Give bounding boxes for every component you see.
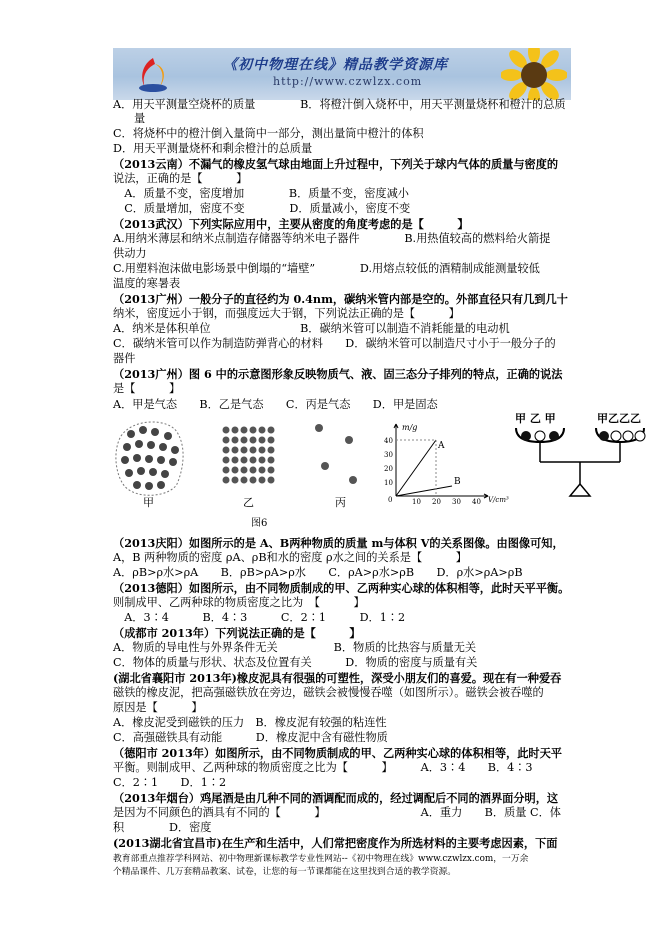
text-line: 温度的寒暑表 — [113, 277, 181, 290]
footer-line: 个精品课件、几万套精品教案、试卷，让您的每一节课都能在这里找到合适的教学资源。 — [113, 867, 457, 877]
header-banner — [113, 48, 571, 100]
text-line: A．橡皮泥受到磁铁的压力 B．橡皮泥有较强的粘连性 — [113, 716, 387, 729]
fig6-caption: 图6 — [251, 518, 268, 529]
graph-line-label: B — [454, 477, 461, 487]
balance-figure — [512, 410, 652, 506]
text-line: C．高强磁铁具有动能 D．橡皮泥中含有磁性物质 — [113, 731, 388, 744]
graph-xtick: 10 — [412, 498, 421, 504]
graph-ytick: 10 — [384, 479, 393, 487]
text-line: A．甲是气态 B．乙是气态 C．丙是气态 D．甲是固态 — [113, 398, 438, 411]
text-line: 纳米，密度远小于钢，而强度远大于钢，下列说法正确的是【 】 — [113, 307, 460, 320]
graph-xtick: 30 — [452, 498, 461, 504]
question-heading: （2013云南）不漏气的橡皮氢气球由地面上升过程中，下列关于球内气体的质量与密度的 — [113, 157, 559, 171]
fig6-label-yi: 乙 — [243, 496, 254, 509]
footer-line: 教育部重点推荐学科网站、初中物理新课标教学专业性网站--《初中物理在线》www.czwlzx.com，一万余 — [113, 854, 529, 864]
sunflower-icon — [501, 48, 567, 100]
graph-ytick: 40 — [384, 437, 393, 445]
fig6-label-jia: 甲 — [143, 496, 154, 509]
question-heading: （2013武汉）下列实际应用中，主要从密度的角度考虑的是【 】 — [113, 217, 469, 231]
text-line: C．物体的质量与形状、状态及位置有关 D．物质的密度与质量有关 — [113, 656, 478, 669]
graph-xtick: 40 — [472, 498, 481, 504]
text-line: 器件 — [113, 352, 136, 365]
graph-line-label: A — [438, 441, 445, 451]
text-line: 量 — [134, 112, 146, 125]
text-line: A．质量不变，密度增加 B．质量不变，密度减小 — [113, 187, 409, 200]
text-line: 磁铁的橡皮泥，把高强磁铁放在旁边，磁铁会被慢慢吞噬（如图所示）。磁铁会被吞噬的 — [113, 686, 544, 699]
banner-url[interactable]: http://www.czwlzx.com — [273, 75, 423, 88]
text-line: 平衡。则制成甲、乙两种球的物质密度之比为【 】 A．3∶4 B．4∶3 — [113, 761, 533, 774]
text-line: A．3∶4 B．4∶3 C．2∶1 D．1∶2 — [113, 611, 406, 624]
text-line: C．碳纳米管可以作为制造防弹背心的材料 D．碳纳米管可以制造尺寸小于一般分子的 — [113, 337, 556, 350]
text-line: C.用塑料泡沫做电影场景中倒塌的“墙壁” D.用熔点较低的酒精制成能测量较低 — [113, 262, 540, 275]
text-line: 积 D．密度 — [113, 821, 212, 834]
text-line: 是【 】 — [113, 382, 181, 395]
text-line: 供动力 — [113, 247, 147, 260]
text-line: C．质量增加，密度不变 D．质量减小，密度不变 — [113, 202, 411, 215]
question-heading: （德阳市 2013年）如图所示，由不同物质制成的甲、乙两种实心球的体积相等，此时天平 — [113, 746, 562, 760]
graph-ytick: 0 — [388, 496, 393, 504]
text-line: 原因是【 】 — [113, 701, 203, 714]
graph-xtick: 20 — [432, 498, 441, 504]
banner-title: 《初中物理在线》精品教学资源库 — [223, 57, 448, 73]
text-line: 是因为不同颜色的酒具有不同的【 】 A．重力 B．质量 C．体 — [113, 806, 561, 819]
fig6-label-bing: 丙 — [335, 496, 346, 509]
text-line: 说法，正确的是【 】 — [113, 172, 248, 185]
balance-left-label: 甲 乙 甲 — [515, 412, 556, 425]
text-line: A.用纳米薄层和纳米点制造存储器等纳米电子器件 B.用热值较高的燃料给火箭提 — [113, 232, 551, 245]
mass-volume-graph — [376, 420, 516, 504]
logo-icon — [133, 54, 173, 94]
text-line: A．ρB>ρ水>ρA B．ρB>ρA>ρ水 C．ρA>ρ水>ρB D．ρ水>ρA>ρB — [113, 566, 523, 579]
graph-ylabel: m/g — [402, 423, 418, 432]
question-heading: （成都市 2013年）下列说法正确的是【 】 — [113, 626, 361, 640]
balance-right-label: 甲乙乙乙 — [597, 412, 641, 425]
figure-6-molecules — [113, 414, 373, 532]
question-heading: (2013湖北省宜昌市)在生产和生活中，人们常把密度作为所选材料的主要考虑因素，下面 — [113, 836, 558, 850]
text-line: A．物质的导电性与外界条件无关 B．物质的比热容与质量无关 — [113, 641, 477, 654]
question-heading: （2013庆阳）如图所示的是 A、B两种物质的质量 m与体积 V的关系图像。由图像可知， — [113, 536, 564, 550]
text-line: C．2∶1 D．1∶2 — [113, 776, 227, 789]
question-heading: （2013广州）图 6 中的示意图形象反映物质气、液、固三态分子排列的特点，正确的说法 — [113, 367, 563, 381]
text-line: D．用天平测量烧杯和剩余橙汁的总质量 — [113, 142, 313, 155]
question-heading: （2013德阳）如图所示，由不同物质制成的甲、乙两种实心球的体积相等，此时天平平衡。 — [113, 581, 570, 595]
text-line: A．用天平测量空烧杯的质量 B．将橙汁倒入烧杯中，用天平测量烧杯和橙汁的总质 — [113, 98, 566, 111]
graph-ytick: 30 — [384, 451, 393, 459]
graph-ytick: 20 — [384, 465, 393, 473]
question-heading: （2013年烟台）鸡尾酒是由几种不同的酒调配而成的，经过调配后不同的酒界面分明，这 — [113, 791, 559, 805]
text-line: A，B 两种物质的密度 ρA、ρB和水的密度 ρ水之间的关系是【 】 — [113, 551, 467, 564]
text-line: A．纳米是体积单位 B．碳纳米管可以制造不消耗能量的电动机 — [113, 322, 510, 335]
question-heading: (湖北省襄阳市 2013年)橡皮泥具有很强的可塑性，深受小朋友们的喜爱。现在有一种爱吞 — [113, 671, 562, 685]
question-heading: （2013广州）一般分子的直径约为 0.4nm，碳纳米管内部是空的。外部直径只有几到几十 — [113, 292, 568, 306]
text-line: C．将烧杯中的橙汁倒入量筒中一部分，测出量筒中橙汁的体积 — [113, 127, 424, 140]
text-line: 则制成甲、乙两种球的物质密度之比为 【 】 — [113, 596, 365, 609]
graph-xlabel: V/cm³ — [488, 496, 509, 504]
